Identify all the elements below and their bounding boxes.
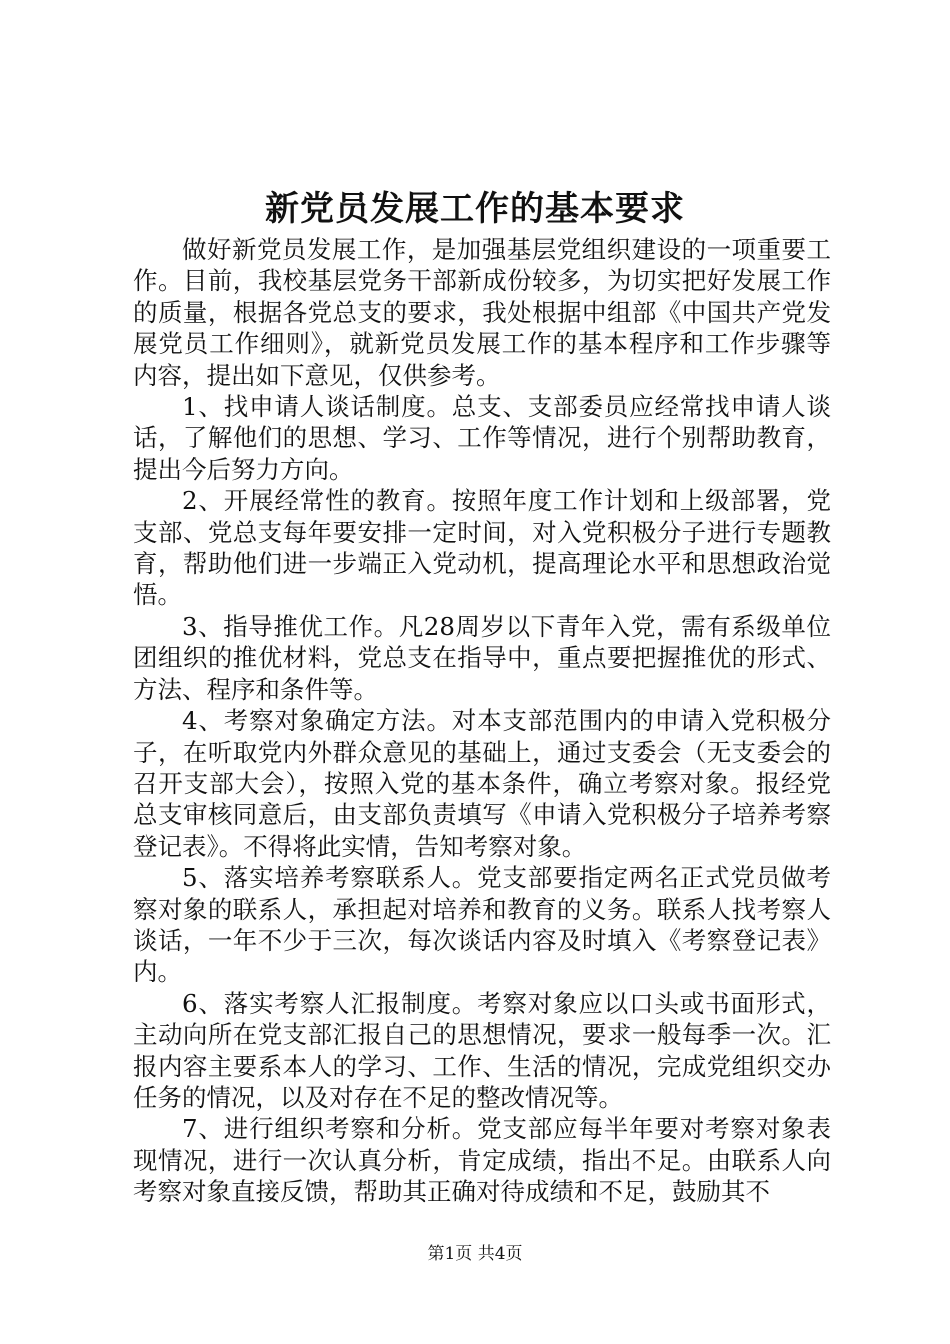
document-title: 新党员发展工作的基本要求 <box>265 189 685 229</box>
paragraph-item-1: 1、找申请人谈话制度。总支、支部委员应经常找申请人谈话，了解他们的思想、学习、工作等情况，进行个别帮助教育，提出今后努力方向。 <box>133 392 831 484</box>
paragraph-item-2: 2、开展经常性的教育。按照年度工作计划和上级部署，党支部、党总支每年要安排一定时间，对入党积极分子进行专题教育，帮助他们进一步端正入党动机，提高理论水平和思想政治觉悟。 <box>133 486 831 610</box>
document-body <box>133 234 831 1208</box>
paragraph-intro: 做好新党员发展工作，是加强基层党组织建设的一项重要工作。目前，我校基层党务干部新成份较多，为切实把好发展工作的质量，根据各党总支的要求，我处根据中组部《中国共产党发展党员工作细则》，就新党员发展工作的基本程序和工作步骤等内容，提出如下意见，仅供参考。 <box>133 235 831 390</box>
paragraph-item-3: 3、指导推优工作。凡28周岁以下青年入党，需有系级单位团组织的推优材料，党总支在指导中，重点要把握推优的形式、方法、程序和条件等。 <box>133 611 831 704</box>
page-number-footer: 第1页 共4页 <box>427 1244 523 1264</box>
paragraph-item-5: 5、落实培养考察联系人。党支部要指定两名正式党员做考察对象的联系人，承担起对培养和教育的义务。联系人找考察人谈话，一年不少于三次，每次谈话内容及时填入《考察登记表》内。 <box>133 863 831 987</box>
paragraph-item-4: 4、考察对象确定方法。对本支部范围内的申请入党积极分子，在听取党内外群众意见的基础上，通过支委会（无支委会的召开支部大会），按照入党的基本条件，确立考察对象。报经党总支审核同意后，由支部负责填写《申请入党积极分子培养考察登记表》。不得将此实情，告知考察对象。 <box>133 706 831 861</box>
paragraph-item-7: 7、进行组织考察和分析。党支部应每半年要对考察对象表现情况，进行一次认真分析，肯定成绩，指出不足。由联系人向考察对象直接反馈，帮助其正确对待成绩和不足，鼓励其不 <box>133 1114 831 1207</box>
paragraph-item-6: 6、落实考察人汇报制度。考察对象应以口头或书面形式，主动向所在党支部汇报自己的思想情况，要求一般每季一次。汇报内容主要系本人的学习、工作、生活的情况，完成党组织交办任务的情况，以及对存在不足的整改情况等。 <box>133 988 831 1112</box>
